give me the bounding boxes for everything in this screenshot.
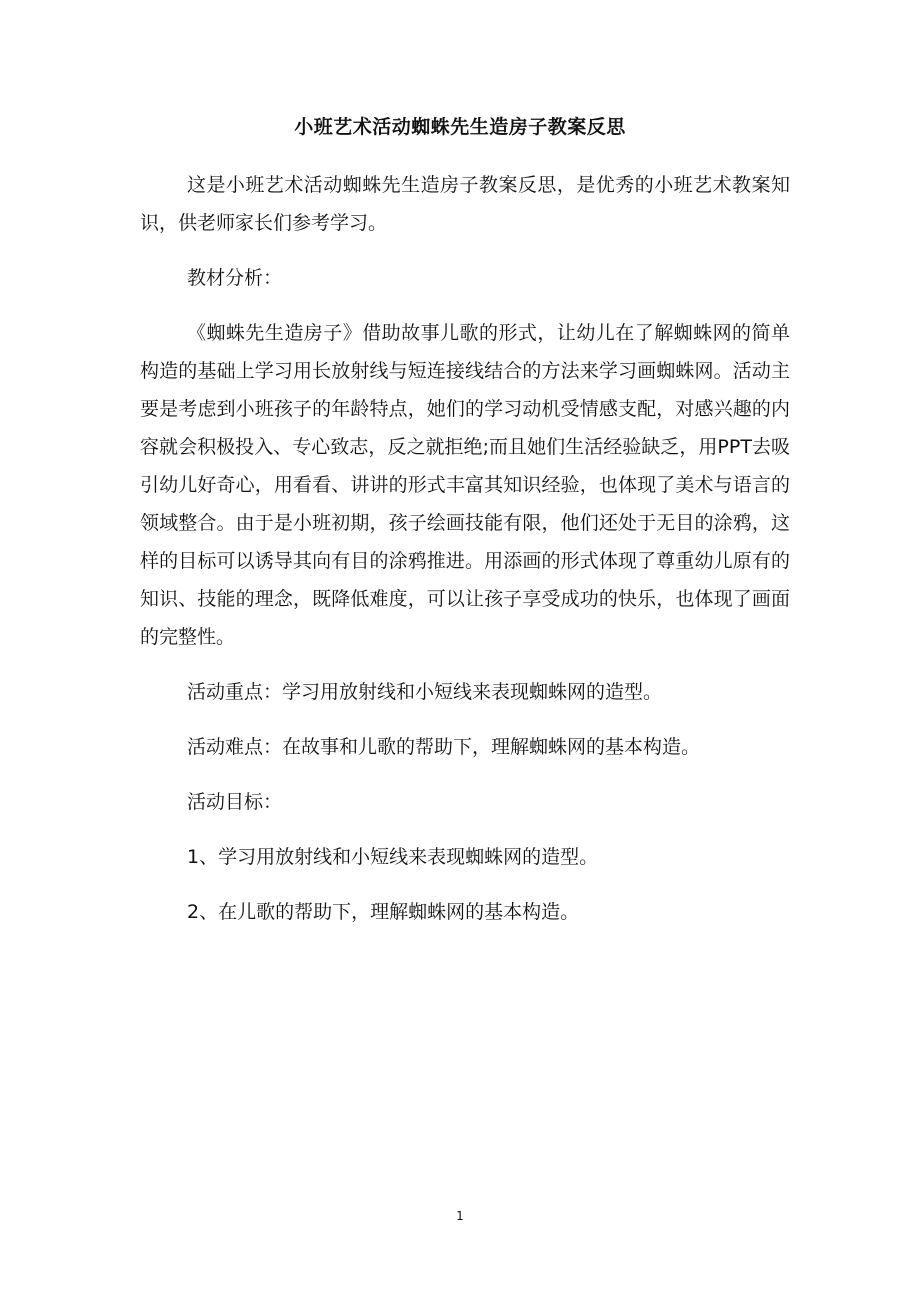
activity-difficulty: 活动难点：在故事和儿歌的帮助下，理解蜘蛛网的基本构造。 xyxy=(187,736,701,758)
activity-goal-item: 1、学习用放射线和小短线来表现蜘蛛网的造型。 xyxy=(187,846,599,868)
document-body xyxy=(140,166,790,948)
intro-paragraph: 这是小班艺术活动蜘蛛先生造房子教案反思，是优秀的小班艺术教案知识，供老师家长们参考学习。 xyxy=(140,174,790,234)
material-analysis-paragraph: 《蜘蛛先生造房子》借助故事儿歌的形式，让幼儿在了解蜘蛛网的简单构造的基础上学习用长放射线与短连接线结合的方法来学习画蜘蛛网。活动主要是考虑到小班孩子的年龄特点，她们的学习动机受情感支配，对感兴趣的内容就会积极投入、专心致志，反之就拒绝;而且她们生活经验缺乏，用PPT去吸引幼儿好奇心，用看看、讲讲的形式丰富其知识经验，也体现了美术与语言的领域整合。由于是小班初期，孩子绘画技能有限，他们还处于无目的涂鸦，这样的目标可以诱导其向有目的涂鸦推进。用添画的形式体现了尊重幼儿原有的知识、技能的理念，既降低难度，可以让孩子享受成功的快乐，也体现了画面的完整性。 xyxy=(140,322,790,648)
section-heading-material-analysis: 教材分析： xyxy=(187,267,283,289)
activity-key-point: 活动重点：学习用放射线和小短线来表现蜘蛛网的造型。 xyxy=(187,681,663,703)
activity-goal-item: 2、在儿歌的帮助下，理解蜘蛛网的基本构造。 xyxy=(187,901,580,923)
document-title: 小班艺术活动蜘蛛先生造房子教案反思 xyxy=(294,116,626,138)
page-number: 1 xyxy=(456,1209,464,1223)
section-heading-activity-goals: 活动目标： xyxy=(187,791,283,813)
